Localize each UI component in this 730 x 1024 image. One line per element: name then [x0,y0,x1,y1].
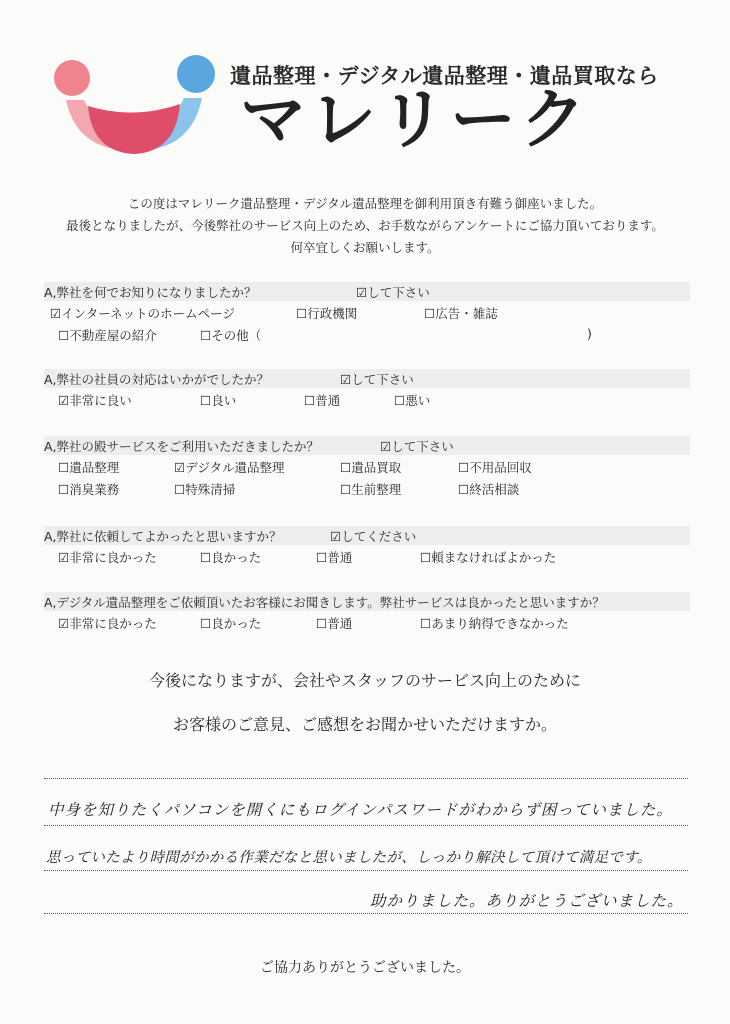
question-text: A,弊社を何でお知りになりましたか？ [44,285,257,300]
option-row [44,455,690,477]
option-row [44,388,690,410]
option-not-convinced-checkbox[interactable]: ☐あまり納得できなかった [420,616,569,631]
option-advert-checkbox[interactable]: ☐広告・雑誌 [424,306,498,321]
option-pre-death-checkbox[interactable]: ☐生前整理 [340,482,402,497]
question-staff [44,369,690,410]
option-row [44,301,690,323]
question-bar [44,436,690,455]
option-internet-checkbox[interactable]: ☑インターネットのホームページ [50,306,235,321]
brand-name: マレリーク [240,81,590,158]
option-normal-checkbox[interactable]: ☐普通 [316,616,353,631]
question-digital [44,592,690,633]
intro-line: この度はマレリーク遺品整理・デジタル遺品整理を御利用頂き有難う御座いました。 [127,196,603,211]
option-government-checkbox[interactable]: ☐行政機関 [296,306,358,321]
question-services [44,436,690,499]
option-junk-collection-checkbox[interactable]: ☐不用品回収 [458,460,532,475]
question-bar [44,592,690,611]
option-very-good-checkbox[interactable]: ☑非常に良かった [58,550,157,565]
question-text: A,弊社に依頼してよかったと思いますか？ [44,529,282,544]
answer-rule [44,913,688,914]
question-hint: ☑して下さい [356,285,430,300]
option-end-of-life-checkbox[interactable]: ☐終活相談 [458,482,520,497]
option-other-checkbox[interactable]: ☐その他（ [200,328,262,343]
answer-rule [44,778,688,779]
question-hint: ☑して下さい [340,372,414,387]
header-tagline: 遺品整理・デジタル遺品整理・遺品買取なら [230,64,659,88]
option-special-cleaning-checkbox[interactable]: ☐特殊清掃 [174,482,236,497]
option-regret-checkbox[interactable]: ☐頼まなければよかった [420,550,557,565]
option-row [44,323,690,345]
thanks-text: ご協力ありがとうございました。 [260,960,470,976]
option-good-checkbox[interactable]: ☐良かった [200,616,262,631]
marereek-logo-icon [46,54,221,159]
question-source [44,282,690,345]
question-text: A,弊社の殿サービスをご利用いただきましたか？ [44,439,320,454]
feedback-prompt-line1: 今後になりますが、会社やスタッフのサービス向上のために [148,671,581,690]
handwritten-answer-line1: 中身を知りたくパソコンを開くにもログインパスワードがわからず困っていました。 [48,801,673,819]
question-hint: ☑してください [330,529,417,544]
option-deodorize-checkbox[interactable]: ☐消臭業務 [58,482,120,497]
option-normal-checkbox[interactable]: ☐普通 [316,550,353,565]
feedback-prompt-line2: お客様のご意見、ご感想をお聞かせいただけますか。 [172,715,557,734]
handwritten-answer-line3: 助かりました。ありがとうございました。 [370,892,684,910]
question-bar [44,282,690,301]
option-very-good-checkbox[interactable]: ☑非常に良い [58,393,132,408]
option-realestate-checkbox[interactable]: ☐不動産屋の紹介 [58,328,157,343]
question-bar [44,369,690,388]
option-estate-clearing-checkbox[interactable]: ☐遺品整理 [58,460,120,475]
option-row [44,611,690,633]
option-row [44,545,690,567]
question-bar [44,526,690,545]
intro-text [0,193,730,259]
intro-line: 最後となりましたが、今後弊社のサービス向上のため、お手数ながらアンケートにご協力頂いております。 [66,218,664,233]
question-text: A,弊社の社員の対応はいかがでしたか？ [44,372,270,387]
option-very-good-checkbox[interactable]: ☑非常に良かった [58,616,157,631]
question-text: A,デジタル遺品整理をご依頼頂いたお客様にお聞きします。弊社サービスは良かったと思いますか？ [44,595,605,610]
question-satisfaction [44,526,690,567]
option-estate-buyback-checkbox[interactable]: ☐遺品買取 [340,460,402,475]
option-row [44,477,690,499]
answer-rule [44,825,688,826]
other-close-paren: ) [587,326,592,341]
option-normal-checkbox[interactable]: ☐普通 [304,393,341,408]
option-good-checkbox[interactable]: ☐良い [200,393,237,408]
option-bad-checkbox[interactable]: ☐悪い [394,393,431,408]
answer-rule [44,870,688,871]
question-hint: ☑して下さい [380,439,454,454]
option-good-checkbox[interactable]: ☐良かった [200,550,262,565]
handwritten-answer-line2: 思っていたより時間がかかる作業だなと思いましたが、しっかり解決して頂けて満足です。 [46,850,652,866]
option-digital-estate-checkbox[interactable]: ☑デジタル遺品整理 [174,460,285,475]
intro-line: 何卒宜しくお願いします。 [290,240,440,255]
